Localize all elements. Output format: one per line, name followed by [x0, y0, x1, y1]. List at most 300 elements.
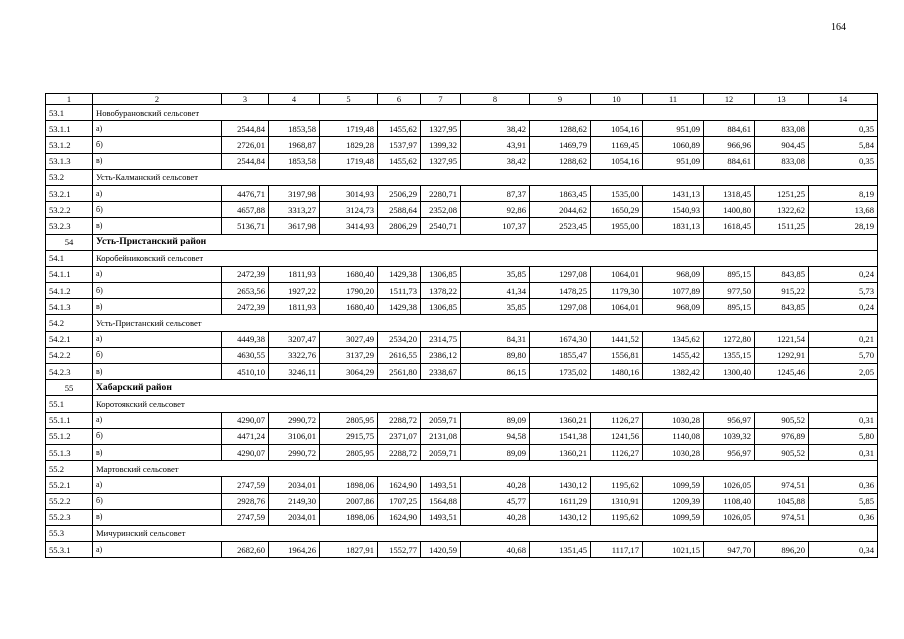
column-header-3: 3: [222, 94, 269, 105]
row-variant-label: а): [93, 542, 222, 558]
table-cell: 1420,59: [421, 542, 461, 558]
district-row: [46, 380, 878, 396]
table-cell: 4449,38: [222, 331, 269, 347]
table-cell: 1790,20: [320, 283, 378, 299]
district-title: Хабарский район: [93, 380, 878, 396]
table-cell: 2338,67: [421, 364, 461, 380]
table-cell: 86,15: [461, 364, 530, 380]
row-code: 53.1.2: [46, 137, 93, 153]
table-cell: 1650,29: [591, 202, 643, 218]
table-cell: 1898,06: [320, 509, 378, 525]
column-header-11: 11: [643, 94, 704, 105]
table-cell: 977,50: [704, 283, 755, 299]
table-cell: 43,91: [461, 137, 530, 153]
table-cell: 2928,76: [222, 493, 269, 509]
row-variant-label: а): [93, 266, 222, 282]
table-cell: 2747,59: [222, 477, 269, 493]
column-header-5: 5: [320, 94, 378, 105]
table-cell: 1811,93: [269, 299, 320, 315]
table-cell: 1964,26: [269, 542, 320, 558]
table-cell: 2352,08: [421, 202, 461, 218]
table-cell: 4510,10: [222, 364, 269, 380]
table-cell: 1345,62: [643, 331, 704, 347]
section-code: 54.2: [46, 315, 93, 331]
table-cell: 1054,16: [591, 153, 643, 169]
table-cell: 107,37: [461, 218, 530, 234]
table-cell: 0,36: [809, 477, 878, 493]
table-cell: 0,35: [809, 121, 878, 137]
table-cell: 40,28: [461, 477, 530, 493]
section-row: [46, 169, 878, 185]
table-cell: 1322,62: [755, 202, 809, 218]
table-cell: 1360,21: [530, 412, 591, 428]
table-cell: 1863,45: [530, 185, 591, 201]
table-cell: 40,68: [461, 542, 530, 558]
section-title: Коротоякский сельсовет: [93, 396, 878, 412]
table-cell: 1382,42: [643, 364, 704, 380]
table-cell: 1169,45: [591, 137, 643, 153]
table-cell: 5,84: [809, 137, 878, 153]
table-cell: 1045,88: [755, 493, 809, 509]
table-cell: 974,51: [755, 509, 809, 525]
row-code: 53.2.1: [46, 185, 93, 201]
table-cell: 3027,49: [320, 331, 378, 347]
table-cell: 3106,01: [269, 428, 320, 444]
row-code: 54.1.3: [46, 299, 93, 315]
table-cell: 1455,62: [378, 153, 421, 169]
table-cell: 1126,27: [591, 444, 643, 460]
table-cell: 2990,72: [269, 412, 320, 428]
table-cell: 5,73: [809, 283, 878, 299]
table-cell: 2506,29: [378, 185, 421, 201]
district-code: 54: [46, 234, 93, 250]
table-cell: 2534,20: [378, 331, 421, 347]
table-cell: 1429,38: [378, 266, 421, 282]
table-cell: 89,09: [461, 412, 530, 428]
column-header-14: 14: [809, 94, 878, 105]
table-cell: 895,15: [704, 266, 755, 282]
table-cell: 5,70: [809, 347, 878, 363]
table-cell: 3322,76: [269, 347, 320, 363]
table-row: [46, 121, 878, 137]
table-cell: 1829,28: [320, 137, 378, 153]
table-cell: 1735,02: [530, 364, 591, 380]
table-cell: 905,52: [755, 412, 809, 428]
table-cell: 1399,32: [421, 137, 461, 153]
table-cell: 1108,40: [704, 493, 755, 509]
table-cell: 5136,71: [222, 218, 269, 234]
table-cell: 2007,86: [320, 493, 378, 509]
table-cell: 2523,45: [530, 218, 591, 234]
row-code: 55.2.3: [46, 509, 93, 525]
table-cell: 41,34: [461, 283, 530, 299]
table-cell: 2371,07: [378, 428, 421, 444]
section-row: [46, 105, 878, 121]
column-header-6: 6: [378, 94, 421, 105]
table-cell: 1360,21: [530, 444, 591, 460]
row-variant-label: в): [93, 509, 222, 525]
data-table: [45, 93, 878, 558]
row-variant-label: а): [93, 477, 222, 493]
table-cell: 1511,73: [378, 283, 421, 299]
table-cell: 38,42: [461, 121, 530, 137]
table-cell: 1535,00: [591, 185, 643, 201]
table-cell: 2616,55: [378, 347, 421, 363]
page-number: 164: [831, 22, 846, 33]
table-cell: 2131,08: [421, 428, 461, 444]
table-cell: 956,97: [704, 444, 755, 460]
section-row: [46, 315, 878, 331]
row-code: 55.2.1: [46, 477, 93, 493]
row-code: 53.2.3: [46, 218, 93, 234]
row-code: 54.1.1: [46, 266, 93, 282]
table-cell: 833,08: [755, 153, 809, 169]
table-cell: 1288,62: [530, 121, 591, 137]
table-cell: 951,09: [643, 121, 704, 137]
table-cell: 8,19: [809, 185, 878, 201]
table-cell: 1026,05: [704, 509, 755, 525]
table-cell: 1126,27: [591, 412, 643, 428]
table-cell: 2288,72: [378, 444, 421, 460]
table-cell: 1288,62: [530, 153, 591, 169]
table-cell: 3414,93: [320, 218, 378, 234]
table-cell: 1209,39: [643, 493, 704, 509]
row-variant-label: б): [93, 202, 222, 218]
table-row: [46, 299, 878, 315]
table-cell: 1030,28: [643, 444, 704, 460]
table-cell: 1140,08: [643, 428, 704, 444]
table-cell: 2588,64: [378, 202, 421, 218]
table-cell: 1251,25: [755, 185, 809, 201]
table-cell: 1618,45: [704, 218, 755, 234]
table-cell: 1099,59: [643, 477, 704, 493]
table-cell: 2915,75: [320, 428, 378, 444]
table-cell: 2805,95: [320, 412, 378, 428]
table-cell: 1541,38: [530, 428, 591, 444]
table-row: [46, 444, 878, 460]
table-cell: 4290,07: [222, 412, 269, 428]
column-header-4: 4: [269, 94, 320, 105]
table-cell: 1021,15: [643, 542, 704, 558]
row-code: 55.1.3: [46, 444, 93, 460]
table-cell: 1556,81: [591, 347, 643, 363]
row-variant-label: б): [93, 493, 222, 509]
table-cell: 1493,51: [421, 477, 461, 493]
table-cell: 2034,01: [269, 477, 320, 493]
row-variant-label: в): [93, 299, 222, 315]
table-cell: 0,24: [809, 266, 878, 282]
district-title: Усть-Пристанский район: [93, 234, 878, 250]
table-cell: 1955,00: [591, 218, 643, 234]
table-cell: 968,09: [643, 266, 704, 282]
table-row: [46, 202, 878, 218]
row-code: 55.3.1: [46, 542, 93, 558]
section-row: [46, 461, 878, 477]
table-cell: 1540,93: [643, 202, 704, 218]
table-cell: 3014,93: [320, 185, 378, 201]
row-variant-label: б): [93, 137, 222, 153]
table-cell: 1431,13: [643, 185, 704, 201]
table-cell: 3617,98: [269, 218, 320, 234]
table-cell: 1378,22: [421, 283, 461, 299]
table-cell: 0,36: [809, 509, 878, 525]
table-row: [46, 542, 878, 558]
table-cell: 1624,90: [378, 477, 421, 493]
table-cell: 84,31: [461, 331, 530, 347]
table-cell: 38,42: [461, 153, 530, 169]
table-cell: 87,37: [461, 185, 530, 201]
table-cell: 2561,80: [378, 364, 421, 380]
table-cell: 1707,25: [378, 493, 421, 509]
table-cell: 1318,45: [704, 185, 755, 201]
section-code: 54.1: [46, 250, 93, 266]
row-code: 53.1.3: [46, 153, 93, 169]
row-variant-label: а): [93, 121, 222, 137]
table-cell: 1355,15: [704, 347, 755, 363]
table-cell: 833,08: [755, 121, 809, 137]
table-cell: 13,68: [809, 202, 878, 218]
table-cell: 1430,12: [530, 477, 591, 493]
table-cell: 3124,73: [320, 202, 378, 218]
row-variant-label: в): [93, 444, 222, 460]
section-title: Коробейниковский сельсовет: [93, 250, 878, 266]
section-title: Мартовский сельсовет: [93, 461, 878, 477]
table-cell: 3207,47: [269, 331, 320, 347]
row-variant-label: в): [93, 153, 222, 169]
table-cell: 2544,84: [222, 153, 269, 169]
table-cell: 1039,32: [704, 428, 755, 444]
section-code: 53.2: [46, 169, 93, 185]
table-cell: 1853,58: [269, 153, 320, 169]
table-cell: 1511,25: [755, 218, 809, 234]
table-cell: 1099,59: [643, 509, 704, 525]
table-cell: 94,58: [461, 428, 530, 444]
table-cell: 5,85: [809, 493, 878, 509]
table-cell: 4657,88: [222, 202, 269, 218]
row-code: 54.2.3: [46, 364, 93, 380]
table-cell: 1351,45: [530, 542, 591, 558]
table-cell: 3246,11: [269, 364, 320, 380]
table-cell: 0,34: [809, 542, 878, 558]
table-cell: 1493,51: [421, 509, 461, 525]
table-cell: 2806,29: [378, 218, 421, 234]
table-cell: 1272,80: [704, 331, 755, 347]
table-cell: 2059,71: [421, 444, 461, 460]
column-header-12: 12: [704, 94, 755, 105]
table-cell: 1306,85: [421, 299, 461, 315]
table-cell: 1117,17: [591, 542, 643, 558]
table-cell: 2,05: [809, 364, 878, 380]
table-cell: 0,21: [809, 331, 878, 347]
row-variant-label: а): [93, 331, 222, 347]
column-header-9: 9: [530, 94, 591, 105]
row-variant-label: б): [93, 283, 222, 299]
table-row: [46, 185, 878, 201]
table-row: [46, 283, 878, 299]
table-cell: 2544,84: [222, 121, 269, 137]
table-cell: 2288,72: [378, 412, 421, 428]
row-variant-label: б): [93, 347, 222, 363]
header-row: [46, 94, 878, 105]
column-header-7: 7: [421, 94, 461, 105]
table-cell: 1030,28: [643, 412, 704, 428]
table-cell: 974,51: [755, 477, 809, 493]
row-code: 55.1.2: [46, 428, 93, 444]
table-cell: 1968,87: [269, 137, 320, 153]
table-cell: 3064,29: [320, 364, 378, 380]
table-row: [46, 331, 878, 347]
row-code: 55.2.2: [46, 493, 93, 509]
table-cell: 1292,91: [755, 347, 809, 363]
row-variant-label: в): [93, 364, 222, 380]
table-cell: 1327,95: [421, 121, 461, 137]
table-row: [46, 509, 878, 525]
table-row: [46, 218, 878, 234]
table-cell: 895,15: [704, 299, 755, 315]
table-cell: 1077,89: [643, 283, 704, 299]
table-cell: 2472,39: [222, 299, 269, 315]
table-cell: 1831,13: [643, 218, 704, 234]
table-cell: 2805,95: [320, 444, 378, 460]
table-cell: 35,85: [461, 266, 530, 282]
section-row: [46, 250, 878, 266]
table-cell: 1455,42: [643, 347, 704, 363]
table-cell: 1811,93: [269, 266, 320, 282]
table-cell: 1480,16: [591, 364, 643, 380]
row-code: 53.1.1: [46, 121, 93, 137]
row-variant-label: а): [93, 185, 222, 201]
table-cell: 1478,25: [530, 283, 591, 299]
table-cell: 0,35: [809, 153, 878, 169]
table-cell: 2472,39: [222, 266, 269, 282]
table-cell: 2747,59: [222, 509, 269, 525]
table-cell: 1195,62: [591, 509, 643, 525]
table-cell: 843,85: [755, 266, 809, 282]
table-cell: 1060,89: [643, 137, 704, 153]
table-cell: 915,22: [755, 283, 809, 299]
table-cell: 92,86: [461, 202, 530, 218]
table-cell: 1455,62: [378, 121, 421, 137]
table-cell: 1855,47: [530, 347, 591, 363]
table-cell: 1680,40: [320, 299, 378, 315]
table-cell: 2059,71: [421, 412, 461, 428]
section-code: 55.3: [46, 525, 93, 541]
table-cell: 1310,91: [591, 493, 643, 509]
table-cell: 3197,98: [269, 185, 320, 201]
table-cell: 1400,80: [704, 202, 755, 218]
table-cell: 4476,71: [222, 185, 269, 201]
table-cell: 1430,12: [530, 509, 591, 525]
row-variant-label: б): [93, 428, 222, 444]
table-cell: 2314,75: [421, 331, 461, 347]
table-cell: 1611,29: [530, 493, 591, 509]
table-cell: 1195,62: [591, 477, 643, 493]
row-code: 55.1.1: [46, 412, 93, 428]
table-cell: 89,09: [461, 444, 530, 460]
table-cell: 89,80: [461, 347, 530, 363]
table-body: [46, 94, 878, 558]
table-cell: 884,61: [704, 121, 755, 137]
table-cell: 1827,91: [320, 542, 378, 558]
table-cell: 2034,01: [269, 509, 320, 525]
table-cell: 0,31: [809, 444, 878, 460]
table-cell: 1469,79: [530, 137, 591, 153]
table-cell: 2280,71: [421, 185, 461, 201]
table-cell: 4471,24: [222, 428, 269, 444]
table-cell: 0,24: [809, 299, 878, 315]
table-cell: 2044,62: [530, 202, 591, 218]
section-code: 55.1: [46, 396, 93, 412]
table-cell: 1306,85: [421, 266, 461, 282]
table-cell: 5,80: [809, 428, 878, 444]
table-cell: 1241,56: [591, 428, 643, 444]
table-cell: 1719,48: [320, 153, 378, 169]
table-cell: 1064,01: [591, 299, 643, 315]
table-cell: 2386,12: [421, 347, 461, 363]
column-header-8: 8: [461, 94, 530, 105]
table-cell: 1537,97: [378, 137, 421, 153]
table-cell: 1221,54: [755, 331, 809, 347]
table-cell: 3137,29: [320, 347, 378, 363]
table-cell: 2540,71: [421, 218, 461, 234]
table-cell: 843,85: [755, 299, 809, 315]
column-header-1: 1: [46, 94, 93, 105]
table-cell: 1674,30: [530, 331, 591, 347]
table-cell: 1853,58: [269, 121, 320, 137]
table-cell: 35,85: [461, 299, 530, 315]
table-cell: 2149,30: [269, 493, 320, 509]
table-cell: 956,97: [704, 412, 755, 428]
section-title: Новобурановский сельсовет: [93, 105, 878, 121]
table-cell: 2653,56: [222, 283, 269, 299]
table-cell: 1680,40: [320, 266, 378, 282]
table-cell: 904,45: [755, 137, 809, 153]
table-cell: 968,09: [643, 299, 704, 315]
table-cell: 1898,06: [320, 477, 378, 493]
table-cell: 1054,16: [591, 121, 643, 137]
table-cell: 1429,38: [378, 299, 421, 315]
table-cell: 896,20: [755, 542, 809, 558]
table-cell: 884,61: [704, 153, 755, 169]
section-title: Усть-Пристанский сельсовет: [93, 315, 878, 331]
table-cell: 1064,01: [591, 266, 643, 282]
table-row: [46, 477, 878, 493]
table-cell: 947,70: [704, 542, 755, 558]
table-cell: 1026,05: [704, 477, 755, 493]
district-code: 55: [46, 380, 93, 396]
table-cell: 1441,52: [591, 331, 643, 347]
table-cell: 976,89: [755, 428, 809, 444]
row-variant-label: в): [93, 218, 222, 234]
table-cell: 1245,46: [755, 364, 809, 380]
district-row: [46, 234, 878, 250]
table-row: [46, 428, 878, 444]
table-cell: 2682,60: [222, 542, 269, 558]
table-row: [46, 266, 878, 282]
table-cell: 1624,90: [378, 509, 421, 525]
section-code: 55.2: [46, 461, 93, 477]
table-cell: 1297,08: [530, 266, 591, 282]
table-cell: 28,19: [809, 218, 878, 234]
row-code: 54.2.2: [46, 347, 93, 363]
table-row: [46, 137, 878, 153]
table-cell: 1927,22: [269, 283, 320, 299]
table-cell: 2726,01: [222, 137, 269, 153]
table-cell: 951,09: [643, 153, 704, 169]
row-code: 53.2.2: [46, 202, 93, 218]
section-row: [46, 396, 878, 412]
table-cell: 1300,40: [704, 364, 755, 380]
